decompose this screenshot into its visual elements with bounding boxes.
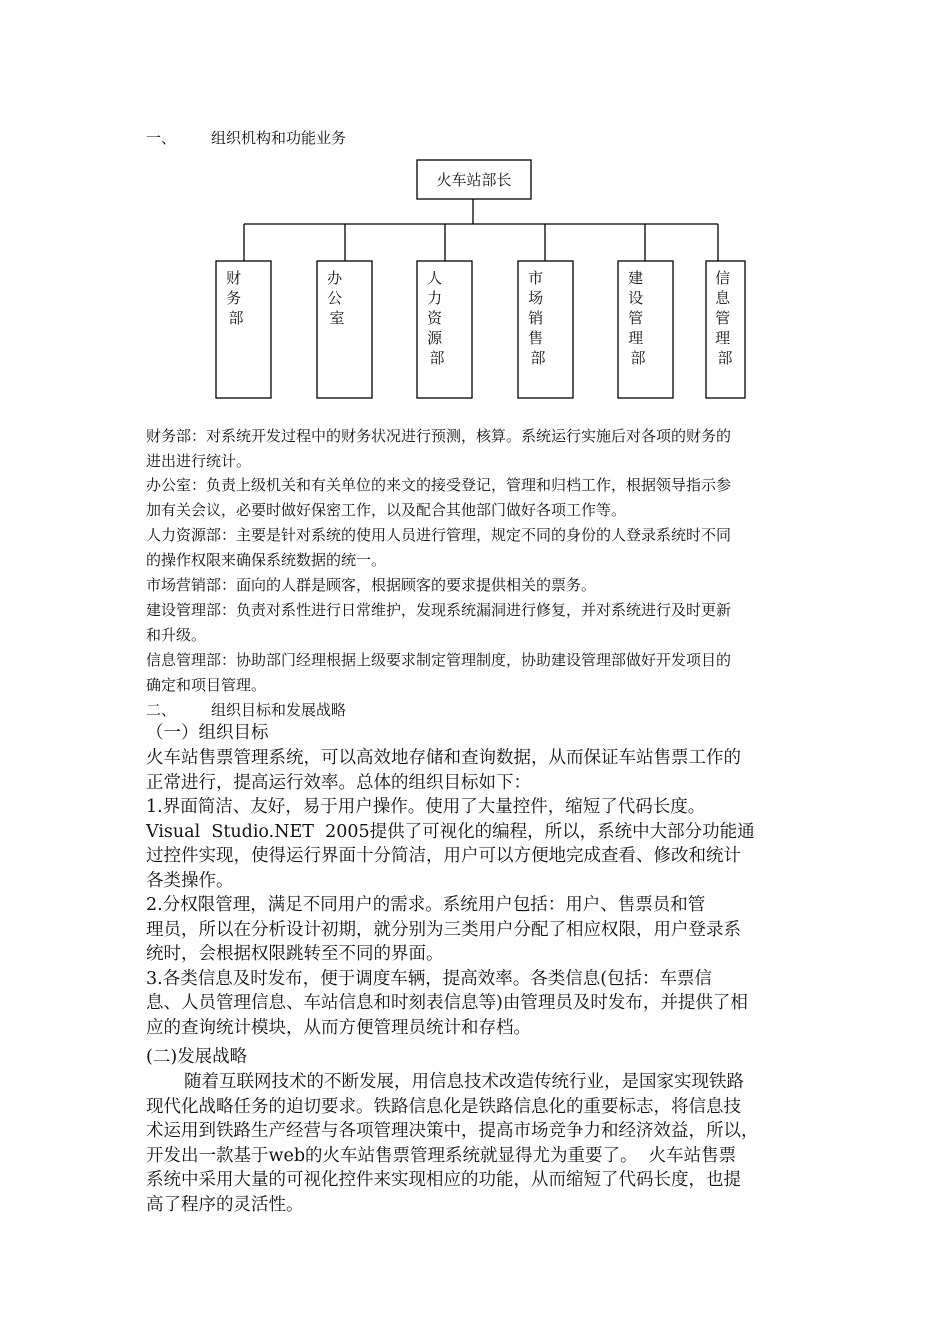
org-dept-label: 人 力 资 源 部 <box>427 269 445 367</box>
subsection-goals-title: （一）组织目标 <box>146 723 269 743</box>
org-dept-label: 办 公 室 <box>327 269 345 327</box>
dept-desc-office: 办公室：负责上级机关和有关单位的来文的接受登记，管理和归档工作，根据领导指示参 加有关会议，必要时做好保密工作，以及配合其他部门做好各项工作等。 <box>146 476 732 519</box>
section-2-number: 二、 <box>146 701 177 719</box>
org-chart <box>0 0 950 410</box>
goals-body: 火车站售票管理系统，可以高效地存储和查询数据，从而保证车站售票工作的 正常进行，提高运行效率。总体的组织目标如下： 1.界面简洁、友好，易于用户操作。使用了大量控件，缩短了代码长度。 Visual Studio.NET 2005提供了可视化的编程，所以，系统中大部分功能通 过控件实现，使得运行界面十分简洁，用户可以方便地完成查看、修改和统计 各类操作。 2.分权限管理，满足不同用户的需求。系统用户包括：用户、售票员和管 理员，所以在分析设计初期，就分别为三类用户分配了相应权限，用户登录系 统时，会根据权限跳转至不同的界面。 3.各类信息及时发布，便于调度车辆，提高效率。各类信息(包括：车票信 息、人员管理信息、车站信息和时刻表信息等)由管理员及时发布，并提供了相 应的查询统计模块，从而方便管理员统计和存档。 <box>146 748 755 1038</box>
org-dept-label: 市 场 销 售 部 <box>528 269 546 367</box>
dept-desc-finance: 财务部：对系统开发过程中的财务状况进行预测，核算。系统运行实施后对各项的财务的 进出进行统计。 <box>146 427 732 470</box>
strategy-body: 随着互联网技术的不断发展，用信息技术改造传统行业，是国家实现铁路 现代化战略任务的迫切要求。铁路信息化是铁路信息化的重要标志，将信息技 术运用到铁路生产经营与各项管理决策中，提高市场竞争力和经济效益，所以， 开发出一款基于web的火车站售票管理系统就显得尤为重要了。 火车站售票 系统中采用大量的可视化控件来实现相应的功能，从而缩短了代码长度，也提 高了程序的灵活性。 <box>146 1072 759 1215</box>
subsection-strategy-title: (二)发展战略 <box>146 1047 248 1067</box>
org-dept-label: 建 设 管 理 部 <box>628 269 646 367</box>
dept-desc-info: 信息管理部：协助部门经理根据上级要求制定管理制度，协助建设管理部做好开发项目的 确定和项目管理。 <box>146 651 732 694</box>
dept-desc-hr: 人力资源部：主要是针对系统的使用人员进行管理，规定不同的身份的人登录系统时不同 的操作权限来确保系统数据的统一。 <box>146 526 732 569</box>
section-2-title: 组织目标和发展战略 <box>211 701 347 719</box>
section-1-title: 组织机构和功能业务 <box>211 129 347 147</box>
org-root-label: 火车站部长 <box>436 171 512 189</box>
dept-desc-marketing: 市场营销部：面向的人群是顾客，根据顾客的要求提供相关的票务。 <box>146 576 597 594</box>
dept-desc-construction: 建设管理部：负责对系性进行日常维护，发现系统漏洞进行修复，并对系统进行及时更新 和升级。 <box>146 601 732 644</box>
section-1-number: 一、 <box>146 129 177 147</box>
org-dept-label: 财 务 部 <box>226 269 244 327</box>
org-dept-label: 信 息 管 理 部 <box>715 269 733 367</box>
